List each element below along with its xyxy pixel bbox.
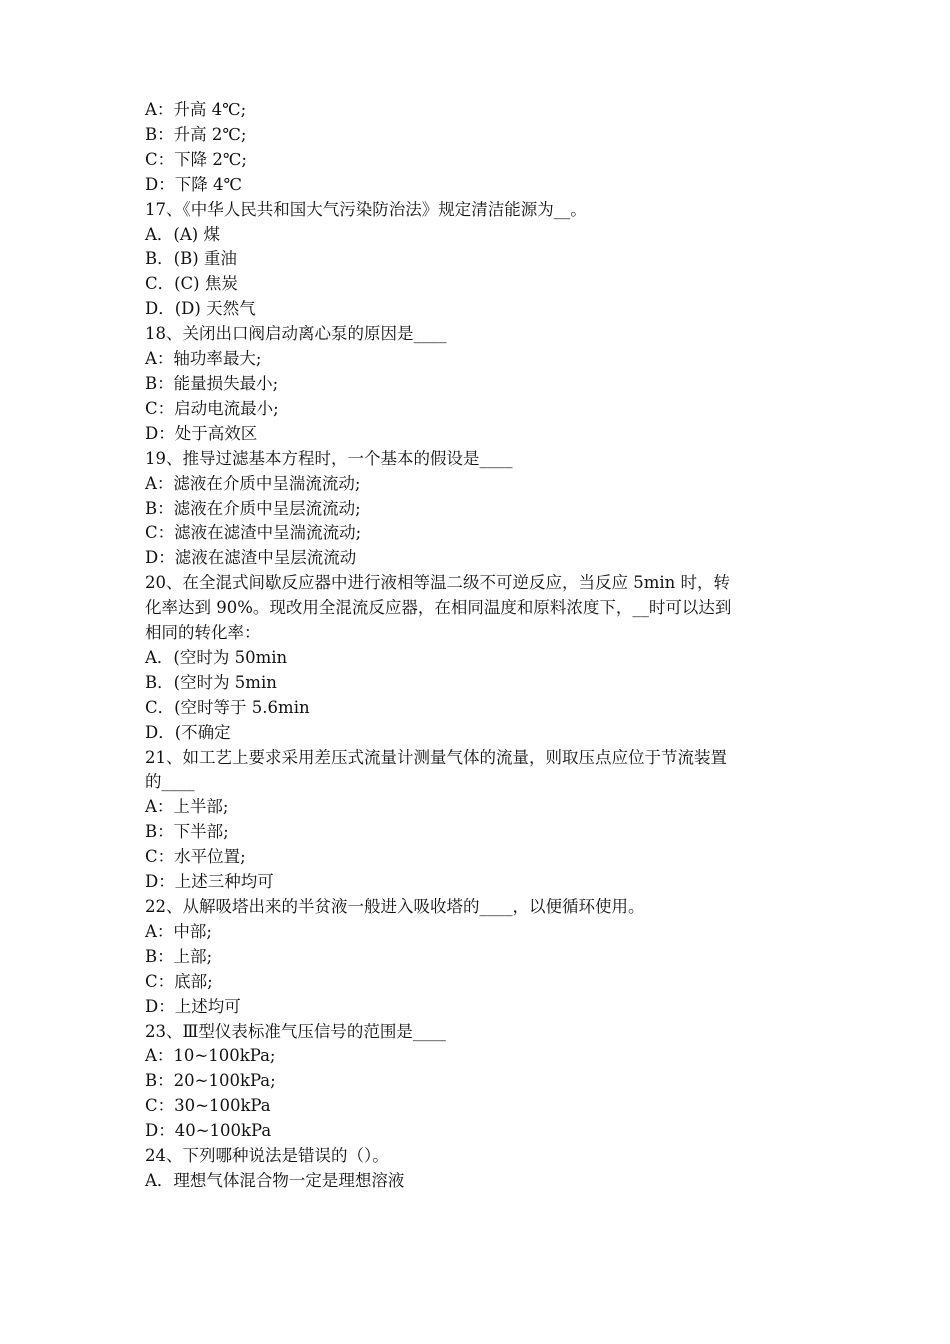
question-23: 23、Ⅲ型仪表标准气压信号的范围是____ [145, 1021, 446, 1041]
document-page [145, 98, 810, 1194]
question-17: 17、《中华人民共和国大气污染防治法》规定清洁能源为__。 [145, 199, 587, 219]
question-21-line-1: 21、如工艺上要求采用差压式流量计测量气体的流量，则取压点应位于节流装置 [145, 747, 727, 767]
option-c-q19: C：滤液在滤渣中呈湍流流动; [145, 523, 362, 543]
option-d-q18: D：处于高效区 [145, 423, 258, 443]
option-d-q23: D：40~100kPa [145, 1121, 272, 1141]
option-a-q18: A：轴功率最大; [145, 349, 262, 369]
option-d-q20: D．(不确定 [145, 722, 231, 742]
option-c-q16: C：下降 2℃; [145, 149, 247, 169]
option-d-q16: D：下降 4℃ [145, 174, 242, 194]
option-a-q16: A：升高 4℃; [145, 100, 247, 119]
option-d-q22: D：上述均可 [145, 996, 241, 1016]
option-c-q17: C．(C) 焦炭 [145, 274, 238, 294]
option-d-q19: D：滤液在滤渣中呈层流流动 [145, 548, 357, 568]
option-b-q17: B．(B) 重油 [145, 249, 237, 269]
option-a-q21: A：上半部; [145, 797, 229, 817]
option-b-q21: B：下半部; [145, 822, 229, 842]
option-b-q23: B：20~100kPa; [145, 1071, 276, 1091]
option-b-q18: B：能量损失最小; [145, 373, 279, 393]
question-24: 24、下列哪种说法是错误的（）。 [145, 1146, 389, 1166]
option-a-q24: A．理想气体混合物一定是理想溶液 [145, 1170, 405, 1190]
option-b-q22: B：上部; [145, 946, 213, 966]
option-d-q17: D．(D) 天然气 [145, 299, 256, 319]
option-c-q18: C：启动电流最小; [145, 398, 279, 418]
question-22: 22、从解吸塔出来的半贫液一般进入吸收塔的____，以便循环使用。 [145, 897, 645, 916]
question-20-line-3: 相同的转化率： [145, 623, 261, 643]
option-b-q20: B．(空时为 5min [145, 672, 277, 692]
question-19: 19、推导过滤基本方程时，一个基本的假设是____ [145, 448, 513, 468]
option-a-q20: A．(空时为 50min [145, 647, 288, 667]
option-a-q23: A：10~100kPa; [145, 1046, 276, 1066]
question-20-line-2: 化率达到 90%。现改用全混流反应器，在相同温度和原料浓度下，__时可以达到 [145, 598, 732, 618]
option-b-q19: B：滤液在介质中呈层流流动; [145, 498, 361, 518]
option-a-q19: A：滤液在介质中呈湍流流动; [145, 473, 361, 493]
option-c-q23: C：30~100kPa [145, 1096, 271, 1116]
option-c-q21: C：水平位置; [145, 847, 246, 867]
question-18: 18、关闭出口阀启动离心泵的原因是____ [145, 324, 447, 344]
option-a-q22: A：中部; [145, 921, 212, 941]
option-c-q20: C．(空时等于 5.6min [145, 697, 310, 717]
option-c-q22: C：底部; [145, 971, 213, 991]
option-a-q17: A．(A) 煤 [145, 224, 220, 244]
option-b-q16: B：升高 2℃; [145, 124, 247, 144]
option-d-q21: D：上述三种均可 [145, 872, 274, 892]
question-20-line-1: 20、在全混式间歇反应器中进行液相等温二级不可逆反应，当反应 5min 时，转 [145, 573, 731, 593]
question-21-line-2: 的____ [145, 772, 195, 792]
